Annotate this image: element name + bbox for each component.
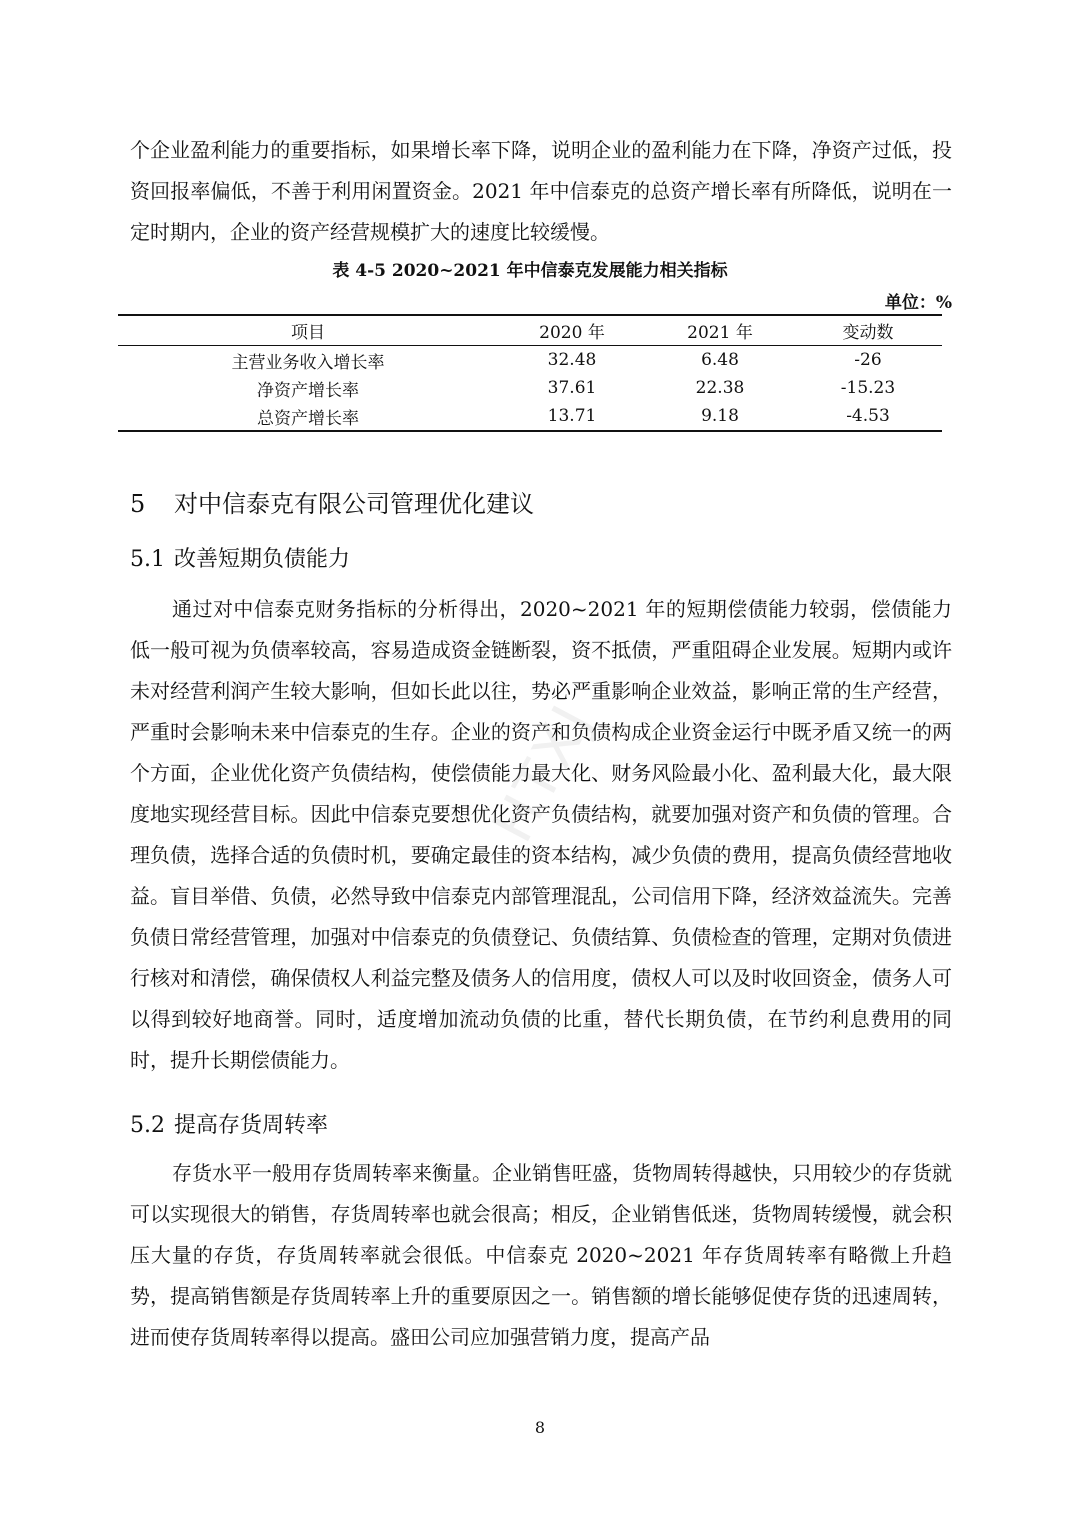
table-caption: 表 4-5 2020~2021 年中信泰克发展能力相关指标 [332,261,728,281]
table-cell: 22.38 [695,378,745,398]
table-unit: 单位：% [884,293,952,313]
page-number: 8 [534,1418,546,1437]
table-cell: -15.23 [840,378,896,398]
development-ability-table [118,314,942,432]
table-header-cell: 2021 年 [687,323,753,343]
table-cell: -4.53 [846,406,890,426]
table-row [118,402,942,431]
table-cell: 6.48 [701,350,739,370]
section-5-1-heading [130,542,350,573]
table-header-cell: 2020 年 [539,323,605,343]
section-title: 提高存货周转率 [174,1113,329,1138]
table-cell: 37.61 [547,378,597,398]
watermark: HTXJ [480,692,607,853]
table-cell: 主营业务收入增长率 [231,352,385,373]
table-row [118,374,942,402]
table-cell: 总资产增长率 [257,408,359,429]
section-5-2-heading [130,1108,328,1139]
table-header-row [118,315,942,346]
section-title: 改善短期负债能力 [174,547,351,572]
table-cell: 32.48 [547,350,597,370]
intro-paragraph: 个企业盈利能力的重要指标，如果增长率下降，说明企业的盈利能力在下降，净资产过低，投资回报率偏低，不善于利用闲置资金。2021 年中信泰克的总资产增长率有所降低，说明在一定时期内，企业的资产经营规模扩大的速度比较缓慢。 [130,138,952,244]
section-number: 5.2 [130,1113,165,1138]
table-row [118,346,942,375]
section-number: 5 [130,490,146,518]
section-5-1-paragraph: 通过对中信泰克财务指标的分析得出，2020~2021 年的短期偿债能力较弱，偿债能力低一般可视为负债率较高，容易造成资金链断裂，资不抵债，严重阻碍企业发展。短期内或许未对经营利润产生较大影响，但如长此以往，势必严重影响企业效益，影响正常的生产经营，严重时会影响未来中信泰克的生存。企业的资产和负债构成企业资金运行中既矛盾又统一的两个方面，企业优化资产负债结构，使偿债能力最大化、财务风险最小化、盈利最大化，最大限度地实现经营目标。因此中信泰克要想优化资产负债结构，就要加强对资产和负债的管理。合理负债，选择合适的负债时机，要确定最佳的资本结构，减少负债的费用，提高负债经营地收益。盲目举借、负债，必然导致中信泰克内部管理混乱，公司信用下降，经济效益流失。完善负债日常经营管理，加强对中信泰克的负债登记、负债结算、负债检查的管理，定期对负债进行核对和清偿，确保债权人利益完整及债务人的信用度，债权人可以及时收回资金，债务人可以得到较好地商誉。同时，适度增加流动负债的比重，替代长期负债，在节约利息费用的同时，提升长期偿债能力。 [130,597,952,1072]
section-5-heading [130,484,534,519]
table-cell: 净资产增长率 [257,380,359,401]
section-5-2-paragraph: 存货水平一般用存货周转率来衡量。企业销售旺盛，货物周转得越快，只用较少的存货就可以实现很大的销售，存货周转率也就会很高；相反，企业销售低迷，货物周转缓慢，就会积压大量的存货，存货周转率就会很低。中信泰克 2020~2021 年存货周转率有略微上升趋势，提高销售额是存货周转率上升的重要原因之一。销售额的增长能够促使存货的迅速周转，进而使存货周转率得以提高。盛田公司应加强营销力度，提高产品 [130,1161,952,1349]
table-header-cell: 变动数 [842,323,894,343]
section-number: 5.1 [130,547,165,572]
table-cell: -26 [854,350,882,370]
section-title: 对中信泰克有限公司管理优化建议 [174,490,534,518]
table-cell: 13.71 [547,406,597,426]
table-cell: 9.18 [701,406,739,426]
table-header-cell: 项目 [291,323,325,343]
